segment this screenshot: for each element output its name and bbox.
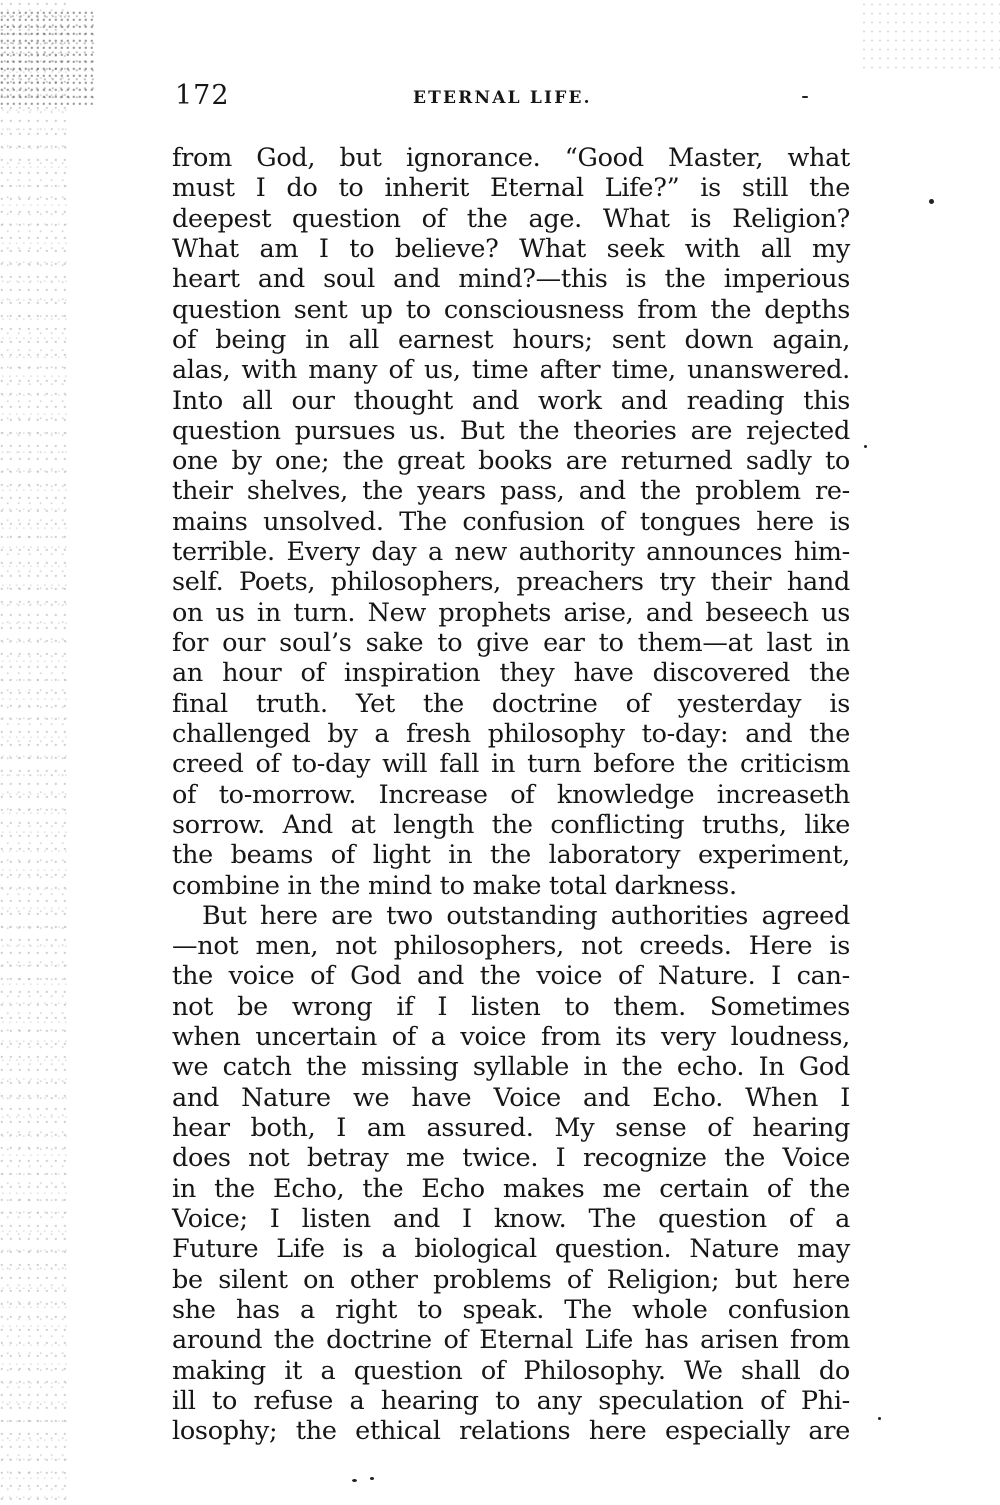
text-line: alas, with many of us, time after time, unanswered. bbox=[172, 355, 850, 386]
body-text bbox=[172, 143, 850, 1446]
text-line: when uncertain of a voice from its very loudness, bbox=[172, 1022, 850, 1053]
text-line: challenged by a fresh philosophy to-day: and the bbox=[172, 718, 850, 749]
text-line: from God, but ignorance. “Good Master, what bbox=[172, 143, 850, 173]
ink-speck bbox=[878, 1417, 881, 1420]
text-line: self. Poets, philosophers, preachers try their hand bbox=[172, 567, 850, 598]
text-line: deepest question of the age. What is Religion? bbox=[172, 203, 850, 234]
text-line: final truth. Yet the doctrine of yesterday is bbox=[172, 688, 850, 719]
text-line: does not betray me twice. I recognize the Voice bbox=[172, 1143, 850, 1174]
text-line: Into all our thought and work and reading this bbox=[172, 385, 850, 416]
text-line: Future Life is a biological question. Nature may bbox=[172, 1234, 850, 1265]
running-head-title: ETERNAL LIFE. bbox=[413, 88, 592, 108]
ink-speck bbox=[352, 1479, 357, 1482]
text-line: for our soul’s sake to give ear to them—at last in bbox=[172, 628, 850, 658]
text-line: combine in the mind to make total darkness. bbox=[172, 870, 737, 901]
text-line: mains unsolved. The confusion of tongues here is bbox=[172, 506, 850, 537]
ink-speck bbox=[802, 96, 808, 98]
text-line: must I do to inherit Eternal Life?” is still the bbox=[172, 173, 850, 204]
text-line: not be wrong if I listen to them. Sometimes bbox=[172, 991, 850, 1022]
top-right-specks bbox=[860, 0, 1000, 70]
text-line: creed of to-day will fall in turn before the criticism bbox=[172, 749, 850, 780]
text-line: their shelves, the years pass, and the problem re- bbox=[172, 476, 850, 507]
text-line: ill to refuse a hearing to any speculation of Phi- bbox=[172, 1385, 850, 1416]
text-line: losophy; the ethical relations here especially are bbox=[172, 1416, 850, 1447]
paragraph-start-line: But here are two outstanding authorities agreed bbox=[202, 900, 850, 931]
text-line: making it a question of Philosophy. We shall do bbox=[172, 1355, 850, 1386]
text-line: we catch the missing syllable in the echo. In God bbox=[172, 1052, 850, 1083]
text-line: of to-morrow. Increase of knowledge increaseth bbox=[172, 779, 850, 810]
text-line: on us in turn. New prophets arise, and beseech us bbox=[172, 597, 850, 628]
text-line: be silent on other problems of Religion; but here bbox=[172, 1264, 850, 1295]
ink-speck bbox=[929, 199, 934, 204]
text-line: one by one; the great books are returned sadly to bbox=[172, 446, 850, 477]
text-line: Voice; I listen and I know. The question of a bbox=[172, 1203, 850, 1234]
text-line: terrible. Every day a new authority announces him- bbox=[172, 537, 850, 568]
text-line: question pursues us. But the theories are rejected bbox=[172, 415, 850, 446]
text-line: heart and soul and mind?—this is the imperious bbox=[172, 264, 850, 295]
ink-speck bbox=[370, 1477, 374, 1480]
text-line: hear both, I am assured. My sense of hearing bbox=[172, 1113, 850, 1143]
text-line: the beams of light in the laboratory experiment, bbox=[172, 840, 850, 871]
text-line: of being in all earnest hours; sent down again, bbox=[172, 324, 850, 355]
text-line: she has a right to speak. The whole confusion bbox=[172, 1294, 850, 1325]
page-number: 172 bbox=[175, 80, 230, 111]
text-line: and Nature we have Voice and Echo. When I bbox=[172, 1082, 850, 1113]
binding-corner-specks bbox=[0, 10, 95, 105]
binding-edge-specks bbox=[0, 0, 70, 1505]
text-line: sorrow. And at length the conflicting truths, like bbox=[172, 809, 850, 840]
text-line: an hour of inspiration they have discovered the bbox=[172, 658, 850, 689]
running-head bbox=[175, 80, 845, 116]
text-line: question sent up to consciousness from the depths bbox=[172, 294, 850, 325]
text-line: in the Echo, the Echo makes me certain of the bbox=[172, 1173, 850, 1204]
text-line: around the doctrine of Eternal Life has arisen from bbox=[172, 1325, 850, 1356]
text-line: the voice of God and the voice of Nature. I can- bbox=[172, 961, 850, 992]
text-line: What am I to believe? What seek with all my bbox=[172, 233, 850, 264]
text-line: —not men, not philosophers, not creeds. Here is bbox=[172, 931, 850, 962]
ink-speck bbox=[864, 445, 867, 448]
